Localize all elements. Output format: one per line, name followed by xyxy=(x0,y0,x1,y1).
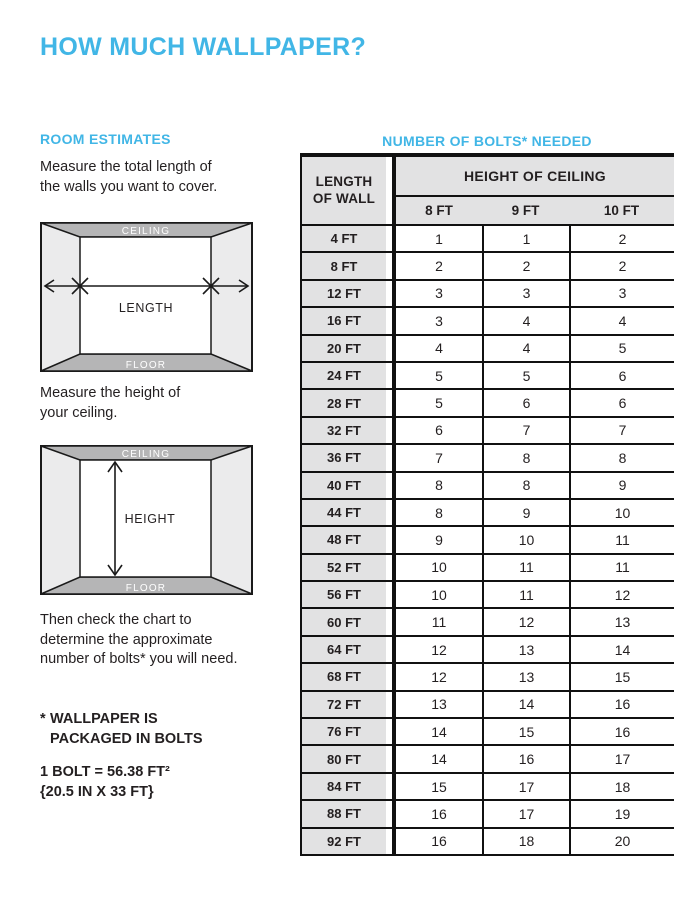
bolt-count-cell: 5 xyxy=(435,395,443,412)
bolt-count-cell: 13 xyxy=(482,664,569,689)
bolt-count-cell: 15 xyxy=(431,778,447,795)
bolt-count-cell: 5 xyxy=(569,336,674,361)
bolt-count-cell: 8 xyxy=(482,473,569,498)
table-row xyxy=(300,527,674,554)
instruction-measure-length: Measure the total length of the walls you want to cover. xyxy=(40,159,218,195)
bolt-count-cell: 18 xyxy=(569,774,674,799)
wall-length-cell: 60 FT xyxy=(300,609,386,634)
bolt-count-cell: 14 xyxy=(431,723,447,740)
bolt-count-cell: 11 xyxy=(569,527,674,552)
wall-length-cell: 48 FT xyxy=(300,527,386,552)
bolt-count-cell: 9 xyxy=(482,500,569,525)
bolt-count-cell: 12 xyxy=(431,668,447,685)
wall-length-cell: 80 FT xyxy=(300,746,386,771)
bolt-count-cell: 1 xyxy=(482,226,569,251)
ceiling-9ft-header: 9 FT xyxy=(511,203,540,218)
wall-length-cell: 92 FT xyxy=(300,829,386,854)
bolt-count-cell: 7 xyxy=(435,449,443,466)
bolt-count-cell: 6 xyxy=(569,390,674,415)
wall-length-cell: 44 FT xyxy=(300,500,386,525)
wall-length-cell: 84 FT xyxy=(300,774,386,799)
bolt-count-cell: 10 xyxy=(431,586,447,603)
wall-length-cell: 8 FT xyxy=(300,253,386,278)
asterisk-mark: * xyxy=(40,711,46,727)
bolt-count-cell: 16 xyxy=(431,833,447,850)
ceiling-8ft-header: 8 FT xyxy=(425,203,453,218)
ceiling-height-subheader xyxy=(396,197,674,224)
wall-length-cell: 36 FT xyxy=(300,445,386,470)
bolts-table-body xyxy=(300,226,674,856)
bolt-count-cell: 18 xyxy=(482,829,569,854)
bolt-count-cell: 17 xyxy=(482,801,569,826)
wall-length-cell: 24 FT xyxy=(300,363,386,388)
wall-length-cell: 72 FT xyxy=(300,692,386,717)
wallpaper-bolts-note xyxy=(40,709,203,749)
bolt-count-cell: 6 xyxy=(435,422,443,439)
bolt-count-cell: 8 xyxy=(435,504,443,521)
bolt-count-cell: 6 xyxy=(482,390,569,415)
table-row xyxy=(300,746,674,773)
bolt-count-cell: 14 xyxy=(569,637,674,662)
ceiling-label: CEILING xyxy=(121,449,171,460)
room-estimates-heading: ROOM ESTIMATES xyxy=(40,131,171,147)
table-row xyxy=(300,363,674,390)
length-label: LENGTH xyxy=(118,301,174,315)
bolt-count-cell: 12 xyxy=(482,609,569,634)
bolt-count-cell: 15 xyxy=(569,664,674,689)
bolt-count-cell: 3 xyxy=(435,312,443,329)
bolt-count-cell: 7 xyxy=(482,418,569,443)
bolt-count-cell: 3 xyxy=(435,285,443,302)
room-height-diagram xyxy=(40,445,253,595)
wall-length-cell: 52 FT xyxy=(300,555,386,580)
wall-length-cell: 64 FT xyxy=(300,637,386,662)
bolt-count-cell: 13 xyxy=(431,696,447,713)
wall-length-cell: 20 FT xyxy=(300,336,386,361)
table-header xyxy=(300,157,674,226)
bolt-count-cell: 12 xyxy=(569,582,674,607)
bolt-count-cell: 10 xyxy=(431,559,447,576)
bolt-count-cell: 16 xyxy=(482,746,569,771)
bolt-count-cell: 13 xyxy=(482,637,569,662)
bolt-count-cell: 6 xyxy=(569,363,674,388)
bolt-count-cell: 2 xyxy=(435,258,443,275)
wallpaper-note-text: WALLPAPER IS PACKAGED IN BOLTS xyxy=(50,711,203,747)
bolt-count-cell: 8 xyxy=(482,445,569,470)
table-row xyxy=(300,637,674,664)
table-row xyxy=(300,500,674,527)
bolt-count-cell: 20 xyxy=(569,829,674,854)
bolt-count-cell: 10 xyxy=(482,527,569,552)
table-row xyxy=(300,445,674,472)
bolt-count-cell: 2 xyxy=(569,226,674,251)
ceiling-label: CEILING xyxy=(121,226,171,237)
bolt-count-cell: 13 xyxy=(569,609,674,634)
bolts-table xyxy=(300,153,674,856)
wall-length-cell: 28 FT xyxy=(300,390,386,415)
bolt-count-cell: 17 xyxy=(482,774,569,799)
bolt-count-cell: 3 xyxy=(569,281,674,306)
table-row xyxy=(300,336,674,363)
length-of-wall-header: LENGTH OF WALL xyxy=(300,157,386,224)
table-row xyxy=(300,226,674,253)
table-row xyxy=(300,418,674,445)
height-of-ceiling-header: HEIGHT OF CEILING xyxy=(396,157,674,197)
bolt-count-cell: 11 xyxy=(569,555,674,580)
wall-length-cell: 32 FT xyxy=(300,418,386,443)
wall-length-cell: 12 FT xyxy=(300,281,386,306)
table-thick-divider xyxy=(392,157,396,856)
bolt-count-cell: 16 xyxy=(431,805,447,822)
bolt-count-cell: 4 xyxy=(482,336,569,361)
table-row xyxy=(300,253,674,280)
bolt-count-cell: 5 xyxy=(435,367,443,384)
bolt-count-cell: 12 xyxy=(431,641,447,658)
ceiling-10ft-header: 10 FT xyxy=(603,203,640,218)
wall-length-cell: 76 FT xyxy=(300,719,386,744)
bolt-count-cell: 14 xyxy=(431,751,447,768)
bolt-count-cell: 17 xyxy=(569,746,674,771)
table-row xyxy=(300,801,674,828)
bolt-count-cell: 1 xyxy=(435,230,443,247)
wall-length-cell: 16 FT xyxy=(300,308,386,333)
table-row xyxy=(300,692,674,719)
bolt-count-cell: 8 xyxy=(569,445,674,470)
bolt-count-cell: 11 xyxy=(482,555,569,580)
table-row xyxy=(300,719,674,746)
wall-length-cell: 88 FT xyxy=(300,801,386,826)
bolt-count-cell: 7 xyxy=(569,418,674,443)
wall-length-cell: 56 FT xyxy=(300,582,386,607)
bolt-size-note: 1 BOLT = 56.38 FT² {20.5 IN X 33 FT} xyxy=(40,764,170,800)
instruction-check-chart: Then check the chart to determine the approximate number of bolts* you will need. xyxy=(40,612,238,667)
bolt-count-cell: 4 xyxy=(482,308,569,333)
bolt-count-cell: 9 xyxy=(569,473,674,498)
bolt-count-cell: 16 xyxy=(569,692,674,717)
room-length-diagram xyxy=(40,222,253,372)
height-label: HEIGHT xyxy=(124,512,176,526)
bolt-count-cell: 15 xyxy=(482,719,569,744)
table-row xyxy=(300,308,674,335)
bolt-count-cell: 10 xyxy=(569,500,674,525)
table-row xyxy=(300,473,674,500)
table-row xyxy=(300,555,674,582)
bolt-count-cell: 4 xyxy=(569,308,674,333)
wall-length-cell: 4 FT xyxy=(300,226,386,251)
page-title: HOW MUCH WALLPAPER? xyxy=(40,33,367,61)
table-row xyxy=(300,609,674,636)
instruction-measure-height: Measure the height of your ceiling. xyxy=(40,385,181,421)
table-title: NUMBER OF BOLTS* NEEDED xyxy=(382,133,592,149)
table-row xyxy=(300,664,674,691)
bolt-count-cell: 2 xyxy=(569,253,674,278)
bolt-count-cell: 16 xyxy=(569,719,674,744)
table-row xyxy=(300,829,674,856)
bolt-count-cell: 19 xyxy=(569,801,674,826)
bolt-count-cell: 4 xyxy=(435,340,443,357)
wall-length-cell: 40 FT xyxy=(300,473,386,498)
bolt-count-cell: 3 xyxy=(482,281,569,306)
back-wall xyxy=(80,237,211,354)
bolt-count-cell: 9 xyxy=(435,531,443,548)
table-row xyxy=(300,281,674,308)
floor-label: FLOOR xyxy=(125,360,167,371)
bolt-count-cell: 11 xyxy=(482,582,569,607)
table-row xyxy=(300,774,674,801)
bolt-count-cell: 5 xyxy=(482,363,569,388)
table-row xyxy=(300,390,674,417)
bolt-count-cell: 2 xyxy=(482,253,569,278)
floor-label: FLOOR xyxy=(125,583,167,594)
bolt-count-cell: 8 xyxy=(435,477,443,494)
bolt-count-cell: 11 xyxy=(431,614,447,631)
table-row xyxy=(300,582,674,609)
bolt-count-cell: 14 xyxy=(482,692,569,717)
wall-length-cell: 68 FT xyxy=(300,664,386,689)
